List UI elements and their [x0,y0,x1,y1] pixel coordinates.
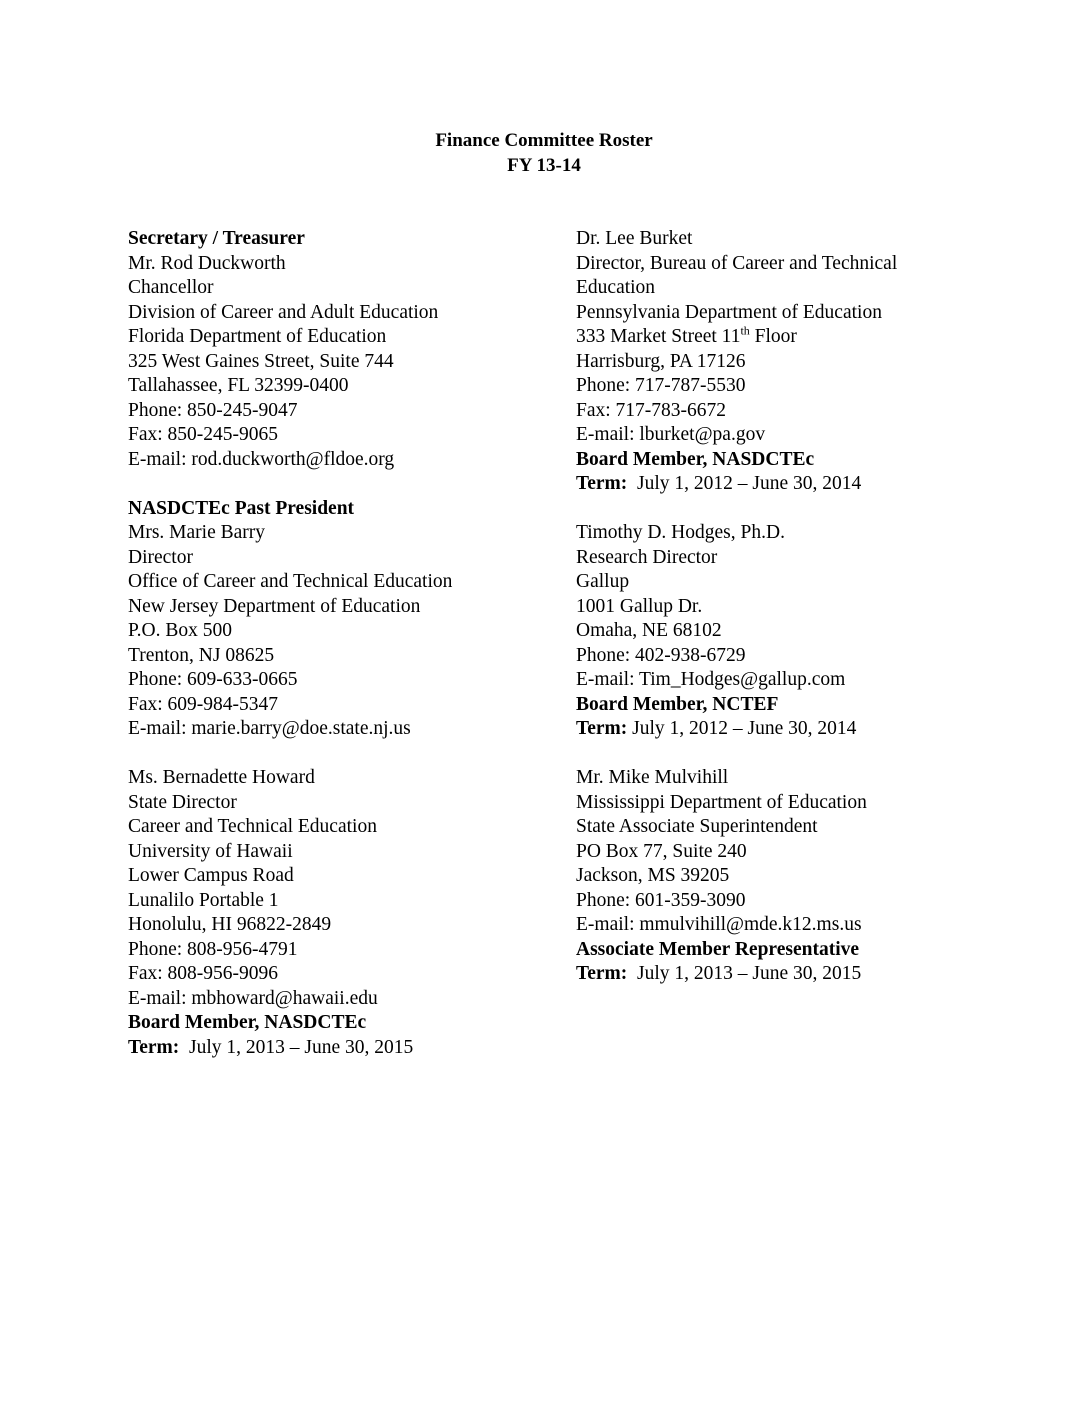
member-name: Dr. Lee Burket [576,228,693,249]
member-membership: Board Member, NASDCTEc [576,448,815,470]
member-address: 325 West Gaines Street, Suite 744 [128,350,394,372]
term-value: July 1, 2012 – June 30, 2014 [627,718,857,739]
document-title: Finance Committee Roster [435,130,653,151]
member-title: Research Director [576,546,718,568]
member-term [576,962,996,987]
member-org: Mississippi Department of Education [576,791,867,813]
member-org: Gallup [576,571,630,592]
roster-entry-burket [576,227,996,497]
member-title: Education [576,277,656,298]
roster-entry-hodges [576,521,996,742]
roster-entry-barry [128,497,568,742]
member-term [576,472,996,497]
right-column [576,227,996,1011]
member-email: E-mail: mmulvihill@mde.k12.ms.us [576,914,862,935]
address-text: 333 Market Street 11 [576,326,741,347]
member-org: Career and Technical Education [128,816,377,837]
member-membership: Associate Member Representative [576,938,860,960]
member-email: E-mail: marie.barry@doe.state.nj.us [128,718,411,739]
member-title: State Associate Superintendent [576,816,818,837]
member-phone: Phone: 850-245-9047 [128,399,298,421]
member-address [576,325,996,350]
member-title: Director [128,546,193,568]
member-address: PO Box 77, Suite 240 [576,840,747,862]
member-address: Harrisburg, PA 17126 [576,350,746,372]
member-address: Tallahassee, FL 32399-0400 [128,375,349,396]
term-label: Term: [128,1036,180,1058]
document-subtitle: FY 13-14 [507,154,581,176]
member-name: Mrs. Marie Barry [128,522,266,543]
member-fax: Fax: 808-956-9096 [128,963,279,984]
term-value: July 1, 2013 – June 30, 2015 [627,963,862,984]
member-org: New Jersey Department of Education [128,595,421,617]
member-email: E-mail: mbhoward@hawaii.edu [128,987,378,1009]
roster-entry-howard [128,766,568,1060]
member-membership: Board Member, NASDCTEc [128,1012,367,1033]
member-org: Office of Career and Technical Education [128,571,453,592]
member-email: E-mail: lburket@pa.gov [576,424,766,445]
term-value: July 1, 2013 – June 30, 2015 [189,1036,414,1058]
address-text: Floor [749,326,797,347]
member-address: Honolulu, HI 96822-2849 [128,914,332,935]
member-name: Timothy D. Hodges, Ph.D. [576,522,785,543]
left-column [128,227,568,1085]
member-address: Lunalilo Portable 1 [128,889,279,911]
member-name: Mr. Mike Mulvihill [576,767,729,788]
member-address: Omaha, NE 68102 [576,620,722,641]
term-label: Term: [576,718,628,739]
member-membership: Board Member, NCTEF [576,693,779,715]
member-name: Mr. Rod Duckworth [128,252,286,274]
member-org: Pennsylvania Department of Education [576,301,882,323]
member-phone: Phone: 717-787-5530 [576,375,746,396]
term-label: Term: [576,963,628,984]
member-address: P.O. Box 500 [128,620,233,641]
member-address: Jackson, MS 39205 [576,865,730,886]
member-phone: Phone: 609-633-0665 [128,669,298,690]
member-fax: Fax: 717-783-6672 [576,399,727,421]
member-fax: Fax: 609-984-5347 [128,693,279,715]
member-title: Chancellor [128,277,214,298]
member-email: E-mail: Tim_Hodges@gallup.com [576,669,846,690]
member-phone: Phone: 808-956-4791 [128,938,298,960]
member-title: State Director [128,791,237,813]
term-value: July 1, 2012 – June 30, 2014 [627,473,862,494]
member-title: Director, Bureau of Career and Technical [576,252,898,274]
member-term [128,1036,568,1061]
page-heading [0,129,1088,178]
member-address: Lower Campus Road [128,865,294,886]
member-org: Florida Department of Education [128,326,387,347]
member-term [576,717,996,742]
member-fax: Fax: 850-245-9065 [128,424,279,445]
member-phone: Phone: 402-938-6729 [576,644,746,666]
member-role: Secretary / Treasurer [128,228,305,249]
member-phone: Phone: 601-359-3090 [576,889,746,911]
member-org: Division of Career and Adult Education [128,301,439,323]
member-org: University of Hawaii [128,840,293,862]
roster-entry-duckworth [128,227,568,472]
roster-entry-mulvihill [576,766,996,987]
member-address: 1001 Gallup Dr. [576,595,703,617]
member-email: E-mail: rod.duckworth@fldoe.org [128,448,395,470]
term-label: Term: [576,473,628,494]
member-role: NASDCTEc Past President [128,497,355,519]
member-address: Trenton, NJ 08625 [128,644,275,666]
address-superscript: th [740,323,750,338]
member-name: Ms. Bernadette Howard [128,767,315,788]
